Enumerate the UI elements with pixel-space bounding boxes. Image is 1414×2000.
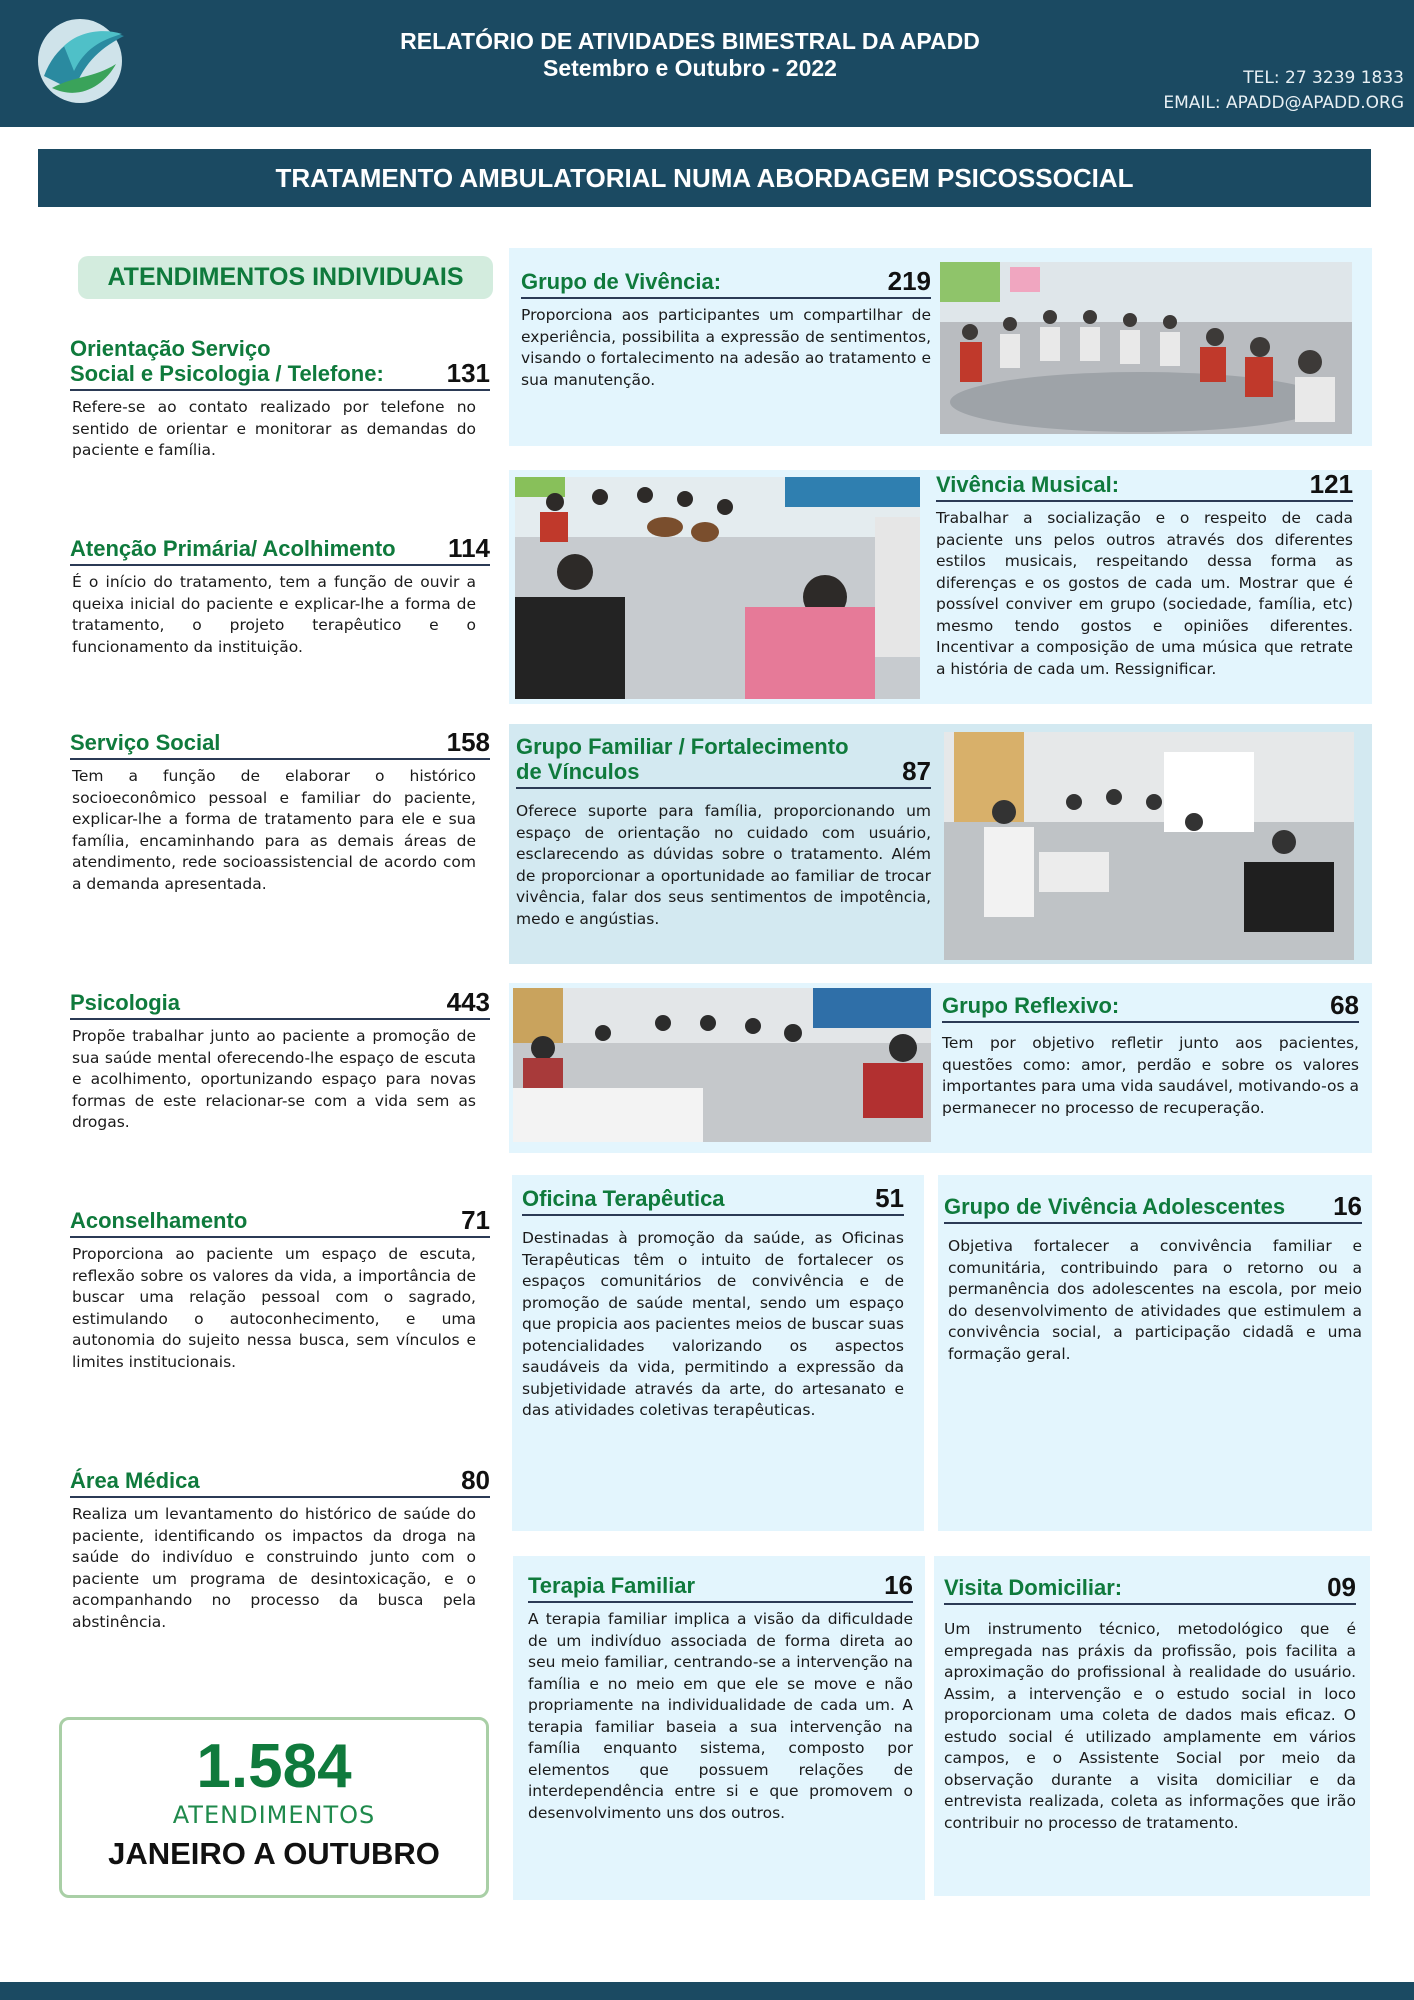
section-text: Realiza um levantamento do histórico de saúde do paciente, identificando os impactos da droga na saúde do indivíduo e construindo junto com o paciente um programa de desintoxicação, e o acompanhando no processo da busca pela abstinência.	[72, 1505, 476, 1631]
card-visita-domiciliar	[944, 1574, 1356, 1834]
photo-reflective-group	[513, 988, 931, 1142]
section-text: Objetiva fortalecer a convivência familiar e comunitária, contribuindo para o retorno ou a permanência dos adolescentes na escola, por meio do desenvolvimento de atividades que estimulem a convivência social, a participação cidadã e uma formação geral.	[948, 1237, 1362, 1363]
section-text: Tem por objetivo refletir junto aos pacientes, questões como: amor, perdão e sobre os valores importantes para uma vida saudável, motivando-os a permanecer no processo de recuperação.	[942, 1034, 1359, 1117]
section-title: Área Médica	[70, 1468, 200, 1493]
report-title-line2: Setembro e Outubro - 2022	[543, 55, 837, 81]
section-title-line2: de Vínculos	[516, 759, 640, 784]
individual-care-heading: ATENDIMENTOS INDIVIDUAIS	[78, 256, 493, 299]
section-title: Atenção Primária/ Acolhimento	[70, 536, 396, 561]
section-title-line1: Orientação Serviço	[70, 336, 271, 361]
photo-music-group	[515, 477, 920, 699]
section-area-medica	[70, 1467, 490, 1633]
card-oficina	[522, 1185, 904, 1422]
contact-tel: TEL: 27 3239 1833	[1243, 68, 1404, 88]
section-text: Oferece suporte para família, proporcionando um espaço de orientação no cuidado com usuário, esclarecendo as dúvidas sobre o tratamento. Além de proporcionar a oportunidade ao familiar de trocar vivência, falar dos seus sentimentos de impotência, medo e angústias.	[516, 802, 931, 928]
section-text: Proporciona ao paciente um espaço de escuta, reflexão sobre os valores da vida, a importância de buscar uma relação pessoal com o sagrado, estimulando o autoconhecimento, e uma autonomia do sujeito nessa busca, sem vínculos e limites institucionais.	[72, 1245, 476, 1371]
section-count: 87	[902, 756, 931, 786]
contact-email: EMAIL: APADD@APADD.ORG	[1163, 93, 1404, 113]
section-title	[70, 336, 384, 386]
section-psicologia	[70, 989, 490, 1134]
section-text: Refere-se ao contato realizado por telefone no sentido de orientar e monitorar as demandas do paciente e família.	[72, 398, 476, 459]
section-header	[70, 729, 490, 760]
card-terapia-familiar	[528, 1572, 913, 1824]
section-title: Psicologia	[70, 990, 181, 1015]
section-title: Vivência Musical:	[936, 472, 1120, 497]
section-text: Trabalhar a socialização e o respeito de cada paciente uns pelos outros através dos diferentes estilos musicais, respeitando dessa forma as diferenças e os gostos de cada um. Mostrar que é possível conviver em grupo (sociedade, família, etc) mesmo tendo gostos e opiniões diferentes. Incentivar a composição de uma música que retrate a história de cada um. Ressignificar.	[936, 509, 1353, 678]
section-banner: TRATAMENTO AMBULATORIAL NUMA ABORDAGEM PSICOSSOCIAL	[38, 149, 1371, 207]
total-label: ATENDIMENTOS	[172, 1801, 376, 1829]
section-title: Terapia Familiar	[528, 1573, 696, 1598]
card-grupo-reflexivo	[942, 992, 1359, 1119]
section-header	[528, 1572, 913, 1603]
section-header	[70, 1467, 490, 1498]
section-text: É o início do tratamento, tem a função de ouvir a queixa inicial do paciente e explicar-lhe a forma de tratamento, o projeto terapêutico e o funcionamento da instituição.	[72, 573, 476, 656]
section-count: 16	[1333, 1191, 1362, 1221]
section-count: 114	[448, 533, 490, 563]
section-header	[522, 1185, 904, 1216]
section-header	[942, 992, 1359, 1023]
section-count: 121	[1309, 469, 1353, 499]
total-number: 1.584	[196, 1732, 352, 1801]
section-text: A terapia familiar implica a visão da dificuldade de um indivíduo associada de forma direta ao seu meio familiar, centrando-se a intervenção na família e no meio em que ele se move e não propriamente na individualidade de cada um. A terapia familiar baseia a sua intervenção na família enquanto sistema, composto por elementos que possuem relações de interdependência entre si e que promovem o desenvolvimento uns dos outros.	[528, 1610, 913, 1822]
section-header	[70, 989, 490, 1020]
section-text: Proporciona aos participantes um compartilhar de experiência, possibilita a expressão de sentimentos, visando o fortalecimento na adesão ao tratamento e sua manutenção.	[521, 306, 931, 389]
card-adolescentes	[944, 1193, 1362, 1365]
section-header	[936, 471, 1353, 502]
section-count: 09	[1327, 1572, 1356, 1602]
section-title: Serviço Social	[70, 730, 221, 755]
section-aconselhamento	[70, 1207, 490, 1373]
section-count: 68	[1330, 990, 1359, 1020]
section-header	[521, 268, 931, 299]
card-vivencia-musical	[936, 471, 1353, 680]
photo-group-circle	[940, 262, 1352, 434]
section-servico-social	[70, 729, 490, 895]
section-title: Grupo Reflexivo:	[942, 993, 1120, 1018]
section-header	[944, 1193, 1362, 1224]
total-period: JANEIRO A OUTUBRO	[108, 1836, 440, 1871]
section-text: Destinadas à promoção da saúde, as Oficinas Terapêuticas têm o intuito de fortalecer os espaços comunitários de convivência e de promoção de saúde mental, sendo um espaço que propicia aos pacientes meios de buscar suas potencialidades valorizando os aspectos saudáveis da vida, permitindo a expressão da subjetividade através da arte, do artesanato e das atividades coletivas terapêuticas.	[522, 1229, 904, 1419]
section-count: 219	[887, 266, 931, 296]
section-text: Um instrumento técnico, metodológico que é empregada nas práxis da profissão, pois facilita a aproximação do profissional à realidade do usuário. Assim, a intervenção e o estudo social in loco proporcionam uma coleta de dados mais eficaz. O estudo social é utilizado amplamente em vários campos, e o Assistente Social por meio da observação durante a visita domiciliar e da entrevista realizada, coleta as informações que irão contribuir no processo de tratamento.	[944, 1620, 1356, 1832]
section-header	[516, 734, 931, 789]
section-count: 443	[446, 987, 490, 1017]
section-title	[516, 734, 849, 784]
section-count: 131	[446, 358, 490, 388]
section-title-line2: Social e Psicologia / Telefone:	[70, 361, 384, 386]
section-count: 71	[461, 1205, 490, 1235]
card-grupo-familiar	[516, 734, 931, 930]
section-header	[70, 336, 490, 391]
section-title: Aconselhamento	[70, 1208, 248, 1233]
section-text: Propõe trabalhar junto ao paciente a promoção de sua saúde mental oferecendo-lhe espaço de escuta e acolhimento, oportunizando espaço para novas formas de este relacionar-se com a vida sem as drogas.	[72, 1027, 476, 1131]
section-orientacao	[70, 336, 490, 462]
report-title-line1: RELATÓRIO DE ATIVIDADES BIMESTRAL DA APADD	[400, 28, 980, 54]
section-count: 158	[446, 727, 490, 757]
section-text: Tem a função de elaborar o histórico socioeconômico pessoal e familiar do paciente, explicar-lhe a forma de tratamento para ele e sua família, encaminhando para as demais áreas de atendimento, rede socioassistencial de acordo com a demanda apresentada.	[72, 767, 476, 893]
section-header	[70, 535, 490, 566]
contact-info	[1163, 66, 1404, 116]
section-title: Oficina Terapêutica	[522, 1186, 725, 1211]
section-header	[70, 1207, 490, 1238]
total-card	[59, 1717, 489, 1898]
section-title: Grupo de Vivência:	[521, 269, 722, 294]
section-title-line1: Grupo Familiar / Fortalecimento	[516, 734, 849, 759]
report-title	[300, 28, 1080, 82]
photo-family-group	[944, 732, 1354, 960]
section-count: 51	[875, 1183, 904, 1213]
apadd-logo	[34, 16, 126, 104]
section-title: Grupo de Vivência Adolescentes	[944, 1194, 1286, 1219]
footer-bar	[0, 1982, 1414, 2000]
section-header	[944, 1574, 1356, 1605]
card-grupo-vivencia	[521, 268, 931, 391]
section-count: 80	[461, 1465, 490, 1495]
section-atencao-primaria	[70, 535, 490, 658]
section-count: 16	[884, 1570, 913, 1600]
section-title: Visita Domiciliar:	[944, 1575, 1123, 1600]
